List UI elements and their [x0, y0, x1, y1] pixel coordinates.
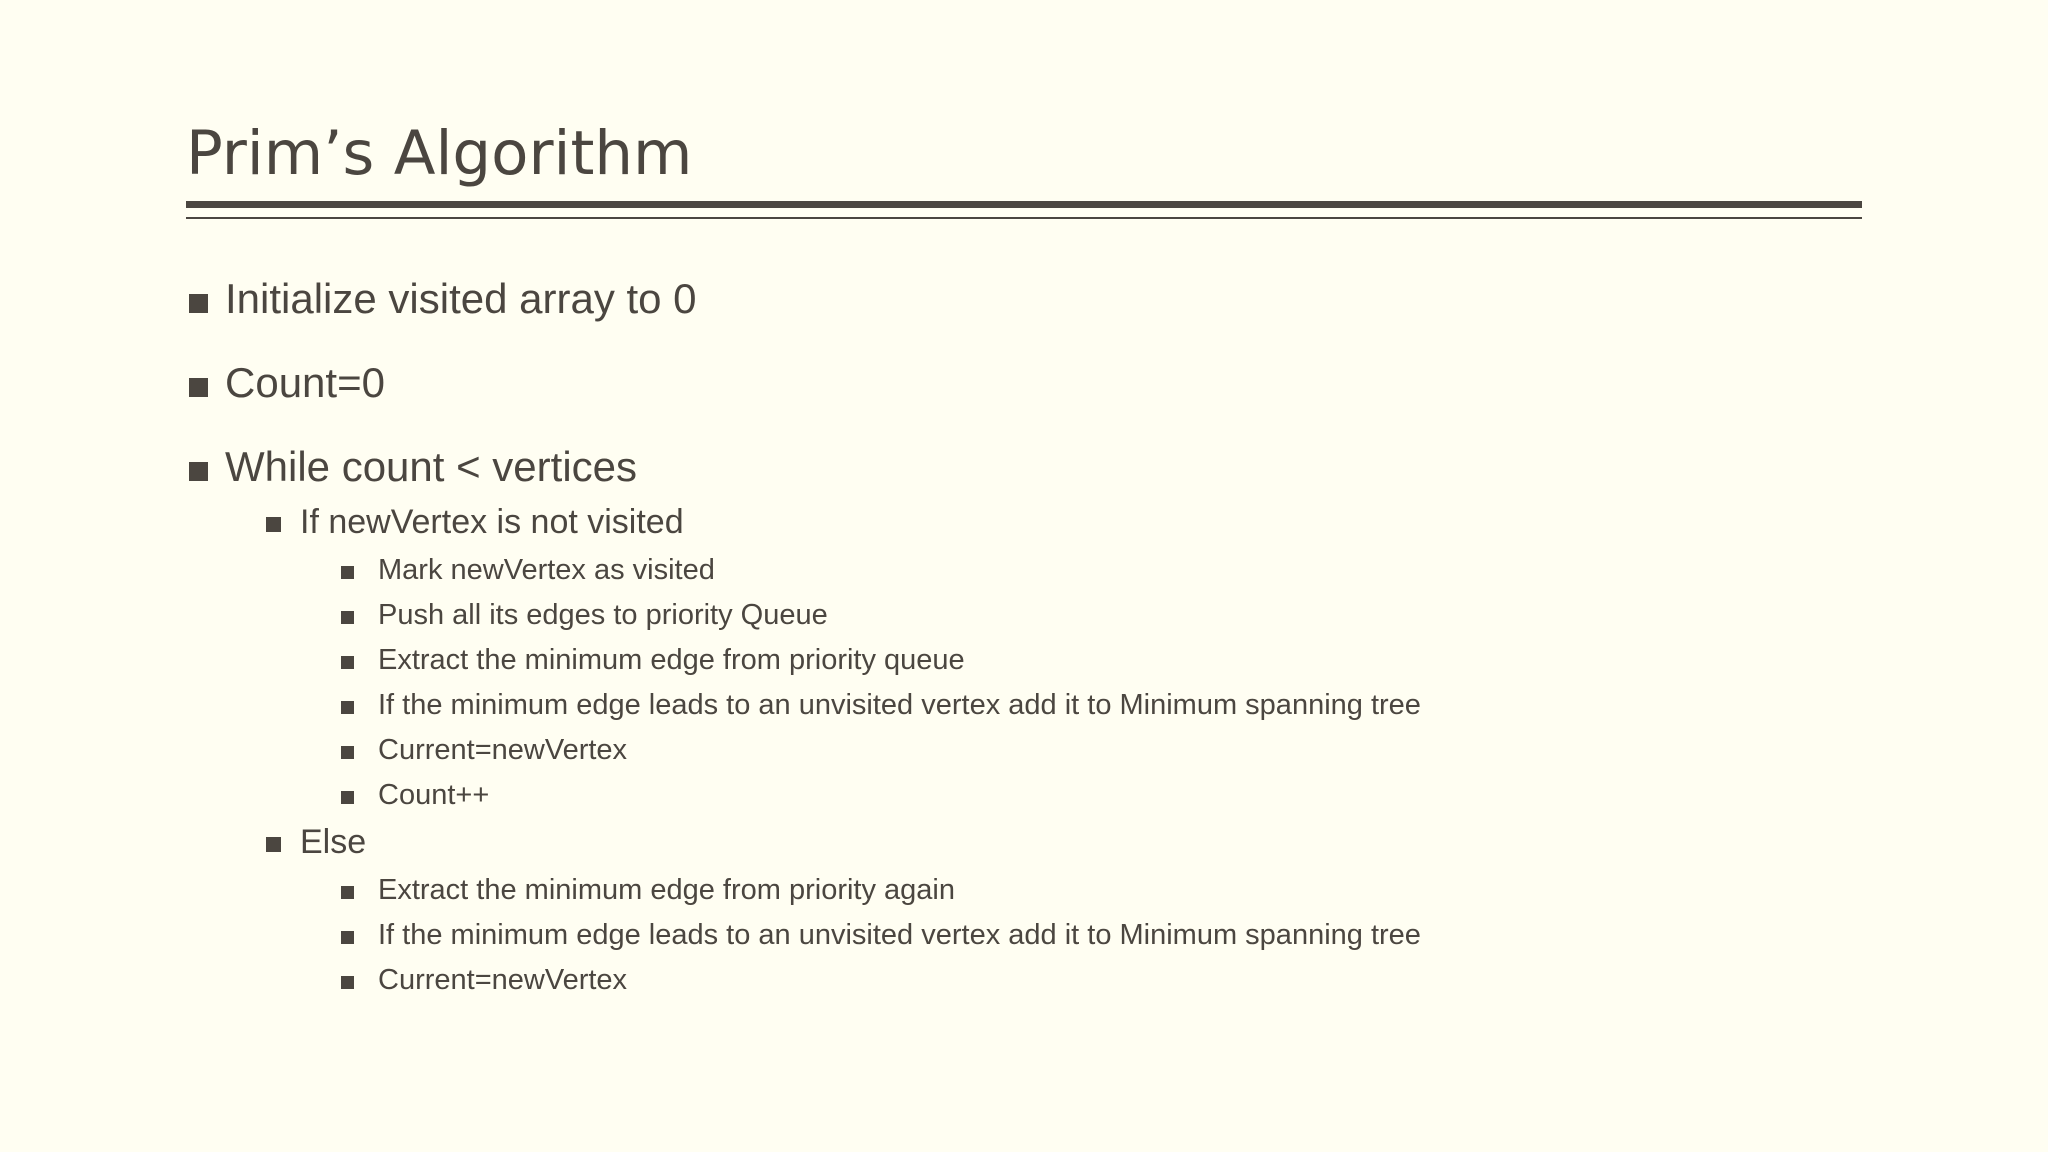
list-item-text: Count=0: [225, 359, 385, 406]
list-item-text: If the minimum edge leads to an unvisited vertex add it to Minimum spanning tree: [378, 919, 1421, 951]
list-item: [341, 597, 828, 633]
square-bullet-icon: [266, 517, 281, 532]
square-bullet-icon: [266, 837, 281, 852]
list-item-text: Initialize visited array to 0: [225, 275, 697, 322]
square-bullet-icon: [189, 378, 208, 397]
square-bullet-icon: [341, 611, 354, 624]
list-item-text: Current=newVertex: [378, 964, 628, 996]
title-rule-thin: [186, 217, 1862, 219]
square-bullet-icon: [189, 294, 208, 313]
list-item: [341, 777, 489, 813]
square-bullet-icon: [341, 976, 354, 989]
list-item-text: Count++: [378, 779, 490, 811]
list-item-text: If the minimum edge leads to an unvisited vertex add it to Minimum spanning tree: [378, 689, 1421, 721]
square-bullet-icon: [341, 746, 354, 759]
square-bullet-icon: [341, 701, 354, 714]
list-item: [341, 642, 965, 678]
square-bullet-icon: [341, 791, 354, 804]
square-bullet-icon: [341, 656, 354, 669]
square-bullet-icon: [189, 462, 208, 481]
title-rule-thick: [186, 201, 1862, 208]
list-item: [189, 274, 697, 324]
list-item: [266, 501, 684, 543]
list-item: [266, 821, 366, 863]
list-item: [341, 732, 627, 768]
list-item: [341, 962, 627, 998]
list-item: [341, 872, 955, 908]
list-item: [341, 687, 1421, 723]
list-item: [189, 442, 637, 492]
square-bullet-icon: [341, 886, 354, 899]
list-item-text: Push all its edges to priority Queue: [378, 599, 828, 631]
list-item-text: Current=newVertex: [378, 734, 628, 766]
square-bullet-icon: [341, 931, 354, 944]
list-item-text: If newVertex is not visited: [300, 503, 684, 541]
list-item-text: Mark newVertex as visited: [378, 554, 715, 586]
list-item-text: Else: [300, 823, 367, 861]
list-item-text: While count < vertices: [225, 443, 638, 490]
list-item: [341, 917, 1421, 953]
list-item-text: Extract the minimum edge from priority again: [378, 874, 955, 906]
square-bullet-icon: [341, 566, 354, 579]
list-item: [341, 552, 715, 588]
slide-title: Prim’s Algorithm: [186, 118, 693, 189]
list-item-text: Extract the minimum edge from priority queue: [378, 644, 965, 676]
list-item: [189, 358, 385, 408]
